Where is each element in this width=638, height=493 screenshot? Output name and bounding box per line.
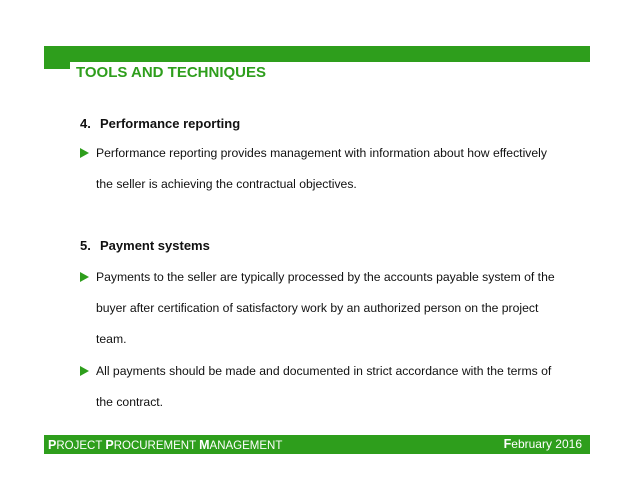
bullet-item xyxy=(80,270,580,350)
bullet-line: All payments should be made and documented in strict accordance with the terms of xyxy=(96,364,552,378)
section-number: 5. xyxy=(80,238,91,253)
footer-date: February 2016 xyxy=(503,437,582,451)
footer-course-title: PROJECT PROCUREMENT MANAGEMENT xyxy=(48,438,283,452)
bullet-item xyxy=(80,364,580,414)
bullet-line: team. xyxy=(96,332,127,346)
arrow-bullet-icon xyxy=(80,272,89,282)
bullet-line: the contract. xyxy=(96,395,164,409)
arrow-bullet-icon xyxy=(80,366,89,376)
bullet-line: Performance reporting provides management with information about how effectively xyxy=(96,146,547,160)
section-heading-text: Payment systems xyxy=(100,238,210,253)
bullet-item xyxy=(80,146,580,196)
section-heading-text: Performance reporting xyxy=(100,116,241,131)
bullet-line: the seller is achieving the contractual objectives. xyxy=(96,177,357,191)
section-heading-performance-reporting xyxy=(80,116,240,131)
bullet-line: Payments to the seller are typically processed by the accounts payable system of the xyxy=(96,270,555,284)
arrow-bullet-icon xyxy=(80,148,89,158)
bullet-line: buyer after certification of satisfactory work by an authorized person on the project xyxy=(96,301,539,315)
footer-bar xyxy=(44,435,590,454)
section-heading-payment-systems xyxy=(80,238,210,253)
section-number: 4. xyxy=(80,116,91,131)
slide-title: TOOLS AND TECHNIQUES xyxy=(76,64,267,81)
